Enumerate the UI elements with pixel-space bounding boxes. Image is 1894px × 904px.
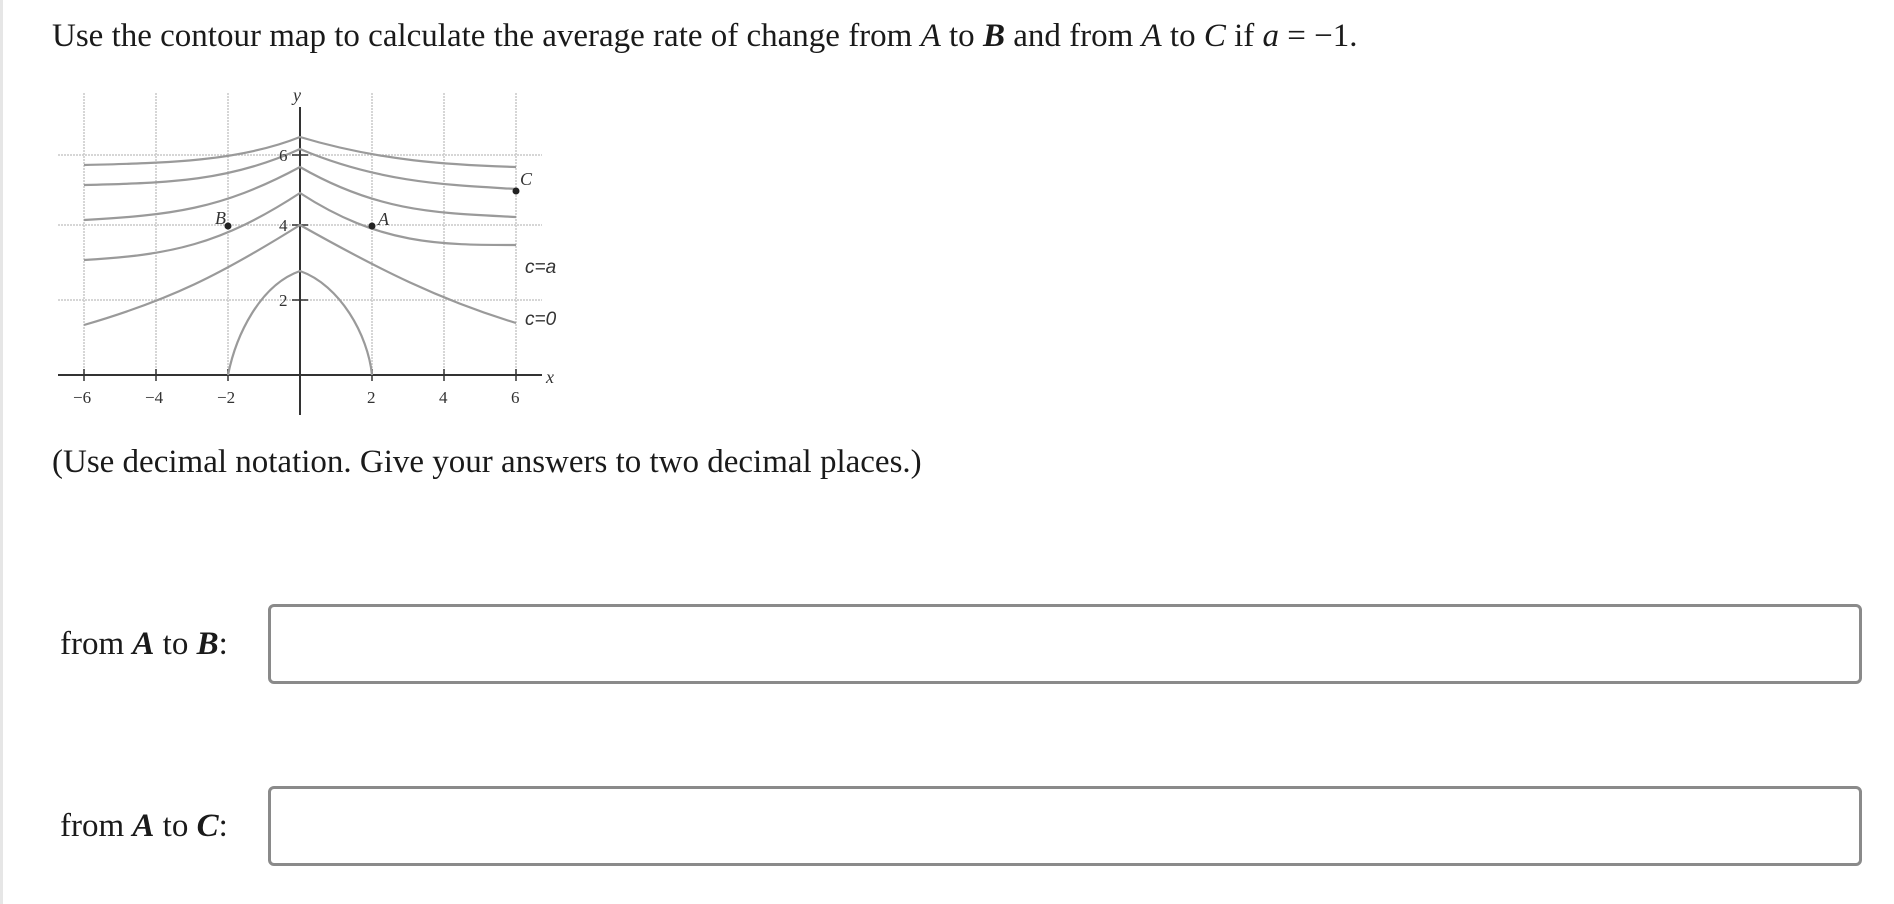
x-tick-label: 2 (367, 388, 376, 407)
question-text: Use the contour map to calculate the average rate of change from A to B and from A to C if a = −1. (52, 18, 1358, 54)
y-tick-label: 2 (279, 291, 288, 310)
contour-label-c-a: c=a (525, 257, 557, 278)
label-b: B (215, 208, 226, 228)
point-c (513, 188, 520, 195)
answer-row-a-to-c (60, 786, 1870, 872)
answer-input-a-to-b[interactable] (268, 604, 1862, 684)
x-axis-label: x (546, 367, 554, 387)
x-tick-label: −6 (73, 388, 92, 407)
x-tick-label: −4 (145, 388, 164, 407)
answer-label-a-to-b: from A to B: (60, 626, 228, 662)
x-tick-label: 4 (439, 388, 448, 407)
label-c: C (520, 169, 533, 189)
answer-row-a-to-b (60, 604, 1870, 690)
y-tick-label: 6 (279, 146, 288, 165)
x-tick-label: 6 (511, 388, 520, 407)
point-a (369, 223, 376, 230)
y-axis-label: y (293, 85, 301, 105)
instruction-note: (Use decimal notation. Give your answers to two decimal places.) (52, 444, 922, 480)
answer-label-a-to-c: from A to C: (60, 808, 228, 844)
x-tick-label: −2 (217, 388, 236, 407)
label-a: A (378, 209, 389, 229)
answer-input-a-to-c[interactable] (268, 786, 1862, 866)
y-tick-label: 4 (279, 216, 288, 235)
contour-map (50, 85, 590, 415)
contour-label-c-0: c=0 (525, 309, 557, 330)
left-border (0, 0, 3, 904)
contour-map-figure (50, 85, 590, 415)
